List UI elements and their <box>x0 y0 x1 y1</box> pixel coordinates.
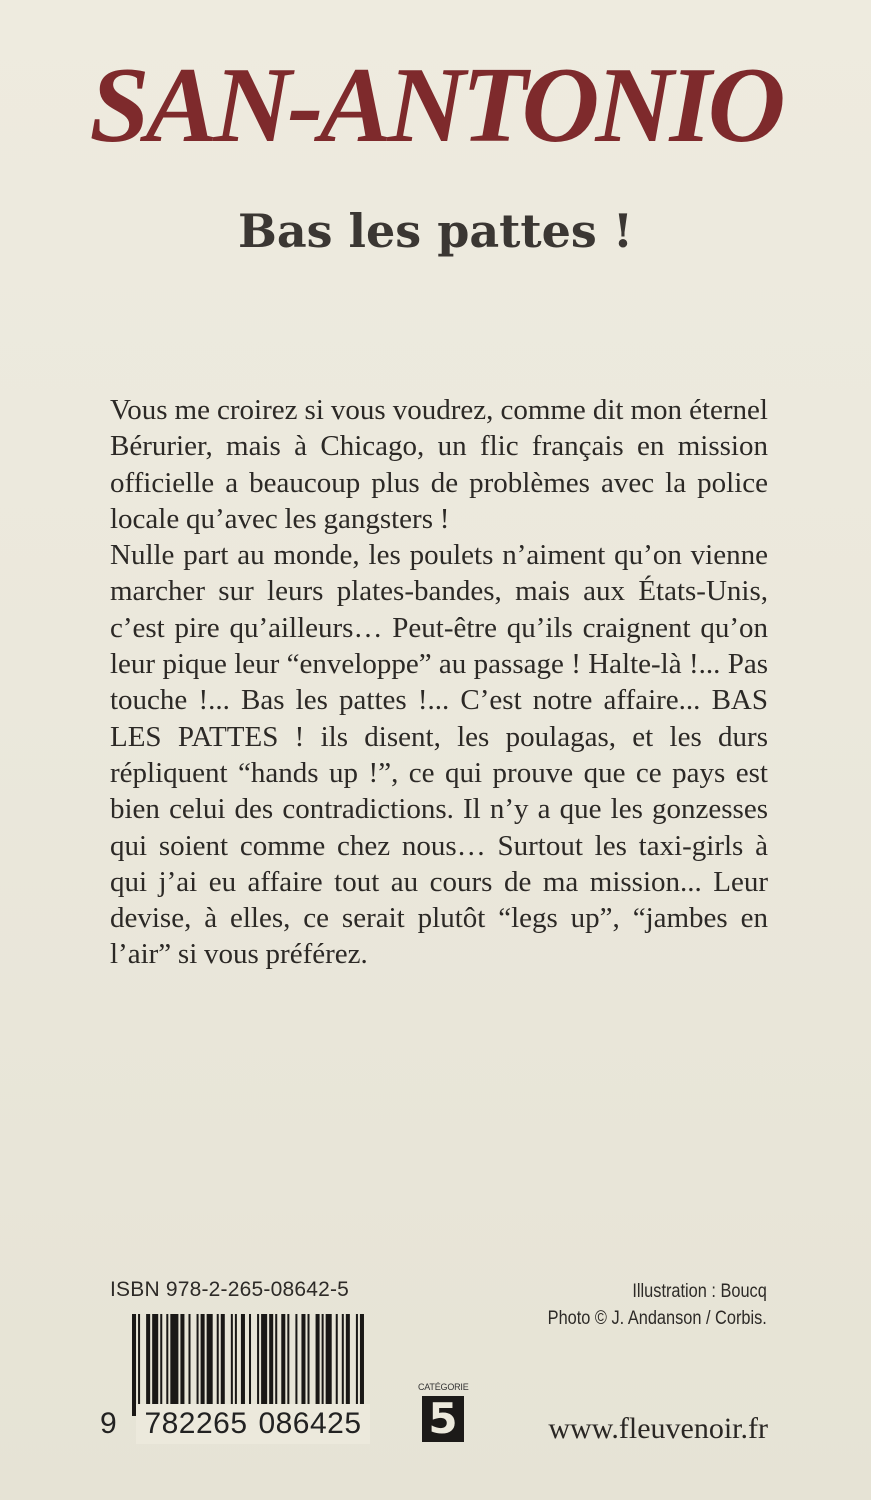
barcode-bar <box>257 1314 259 1416</box>
category-badge <box>418 1382 468 1446</box>
publisher-website: www.fleuvenoir.fr <box>548 1412 768 1445</box>
barcode-bar <box>221 1314 225 1406</box>
barcode-bar <box>342 1314 344 1406</box>
barcode-bar <box>261 1314 267 1406</box>
barcode-bar <box>336 1314 338 1406</box>
category-label: CATÉGORIE <box>418 1382 469 1392</box>
barcode-bar <box>346 1314 350 1406</box>
barcode-bar <box>207 1314 213 1406</box>
barcode-bar <box>322 1314 324 1406</box>
barcode-bar <box>287 1314 289 1406</box>
blurb-text: Vous me croirez si vous voudrez, comme dit mon éternel Bérurier, mais à Chicago, un flic français en mission officielle a beaucoup plus de problèmes avec la police locale qu’avec les gangsters ! Nulle part au monde, les poulets n’aiment qu’on vienne marcher sur leurs plates-bandes, mais aux États-Unis, c’est pire qu’ailleurs… Peut-être qu’ils craignent qu’on leur pique leur “enveloppe” au passage ! Halte-là !... Pas touche !... Bas les pattes !... C’est notre affaire... BAS LES PATTES ! ils disent, les poulagas, et les durs répliquent “hands up !”, ce qui prouve que ce pays est bien celui des contradictions. Il n’y a que les gonzesses qui soient comme chez nous… Surtout les taxi-girls à qui j’ai eu affaire tout au cours de ma mission... Leur devise, à elles, ce serait plutôt “legs up”, “jambes en l’air” si vous préférez. <box>110 394 768 971</box>
barcode-bar <box>275 1314 277 1406</box>
isbn: ISBN 978-2-265-08642-5 <box>110 1278 350 1301</box>
barcode-bar <box>201 1314 205 1406</box>
barcode-bar <box>132 1314 136 1416</box>
barcode-bar <box>146 1314 150 1406</box>
blurb <box>110 392 768 973</box>
barcode-first-digit: 9 <box>100 1407 117 1440</box>
photo-credit: Photo © J. Andanson / Corbis. <box>547 1308 767 1329</box>
barcode-bar <box>281 1314 285 1406</box>
barcode-bar <box>197 1314 199 1406</box>
barcode-bar <box>241 1314 245 1406</box>
barcode-left-group: 782265 <box>136 1404 256 1444</box>
barcode-bar <box>316 1314 320 1406</box>
credits <box>512 1278 767 1332</box>
illustration-credit: Illustration : Boucq <box>632 1281 767 1302</box>
category-number: 5 <box>422 1396 464 1442</box>
barcode-bar <box>249 1314 251 1416</box>
barcode-bar <box>188 1314 190 1406</box>
barcode-bar <box>295 1314 297 1406</box>
barcode-bar <box>217 1314 219 1406</box>
barcode-bar <box>326 1314 332 1406</box>
barcode-bar <box>180 1314 184 1406</box>
barcode-bar <box>360 1314 364 1416</box>
barcode-bar <box>160 1314 162 1406</box>
barcode-bar <box>356 1314 358 1406</box>
barcode-bar <box>308 1314 310 1406</box>
barcode-bar <box>231 1314 233 1406</box>
barcode-bar <box>235 1314 237 1406</box>
barcode-bar <box>166 1314 168 1406</box>
barcode-right-group: 086425 <box>250 1404 370 1444</box>
barcode-bar <box>269 1314 273 1406</box>
barcode <box>130 1314 368 1416</box>
barcode-bar <box>301 1314 305 1406</box>
barcode-digits <box>100 1404 375 1444</box>
author-name: SAN-ANTONIO <box>89 46 782 165</box>
book-title: Bas les pattes ! <box>237 204 634 258</box>
barcode-bar <box>138 1314 140 1416</box>
barcode-bars <box>130 1314 368 1416</box>
barcode-bar <box>152 1314 158 1406</box>
barcode-bar <box>170 1314 178 1406</box>
